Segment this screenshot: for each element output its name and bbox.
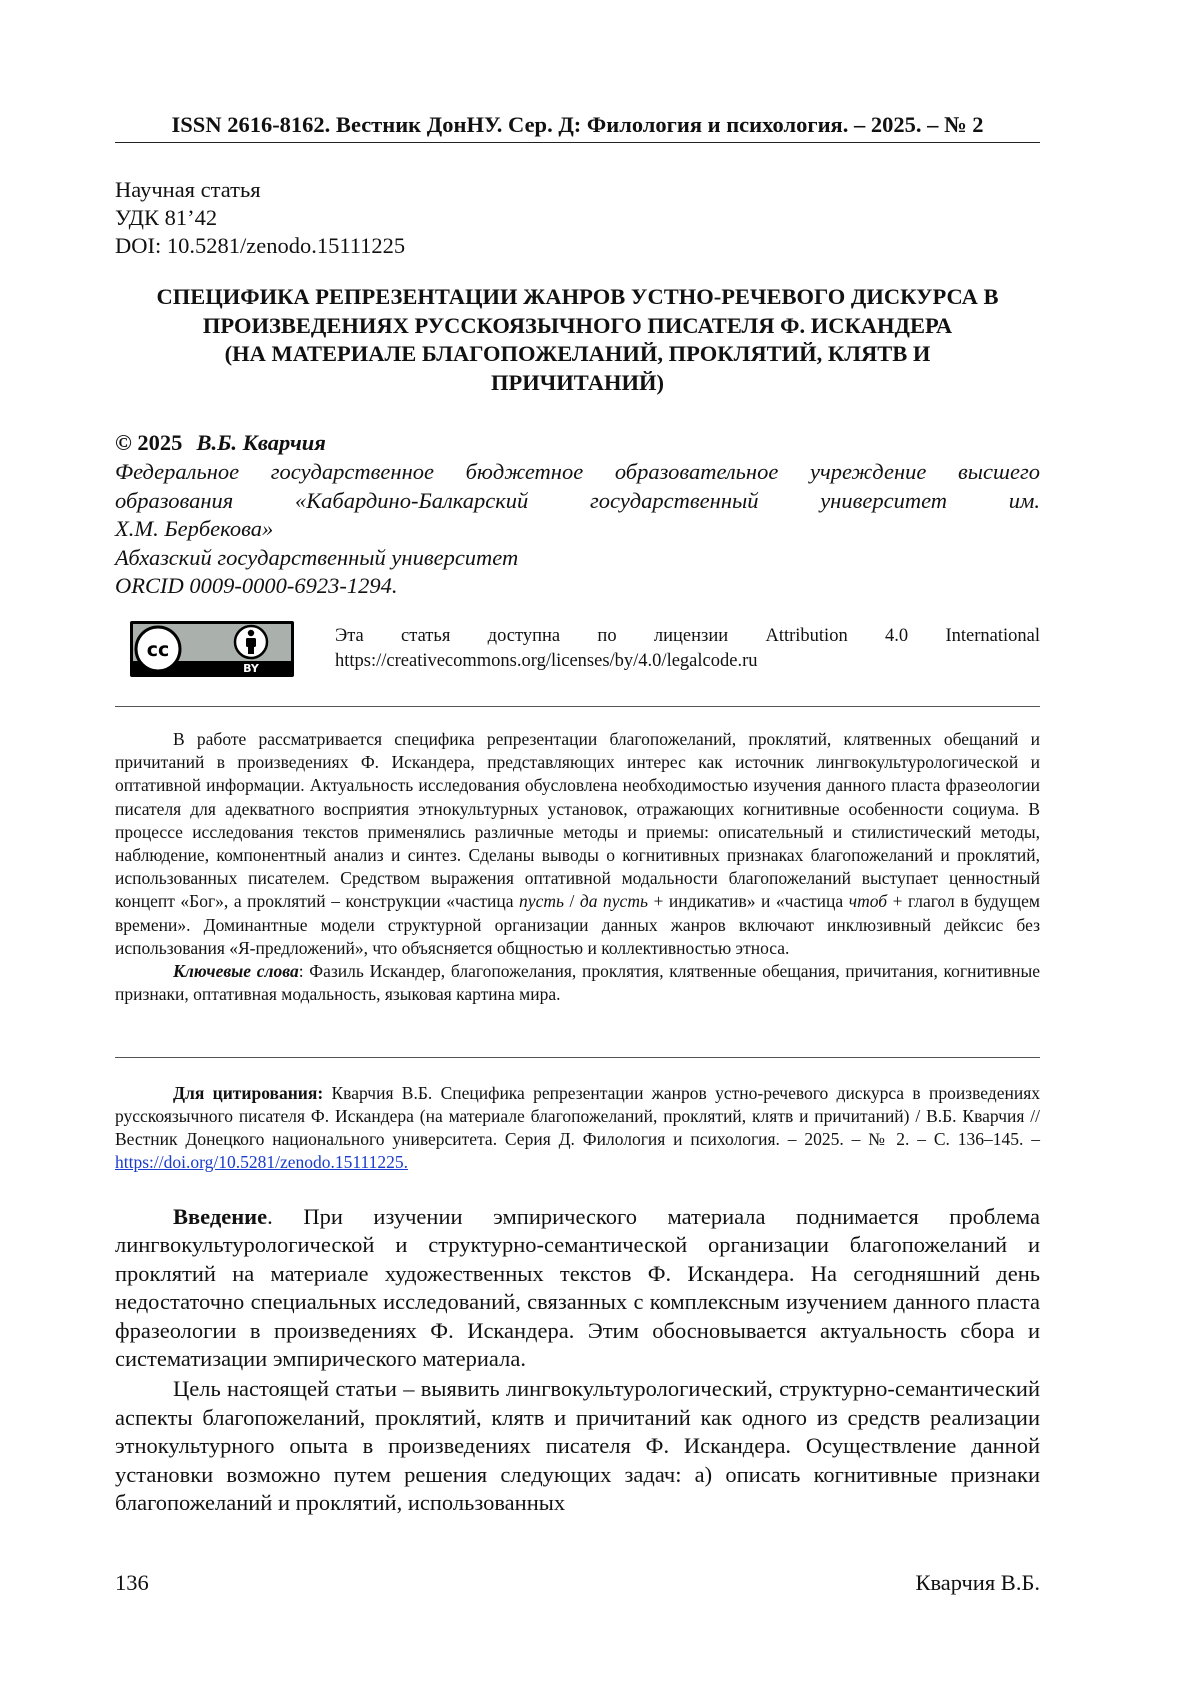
title-line: СПЕЦИФИКА РЕПРЕЗЕНТАЦИИ ЖАНРОВ УСТНО-РЕЧЕВОГО ДИСКУРСА В: [156, 284, 999, 309]
running-footer-author: Кварчия В.Б.: [915, 1570, 1040, 1595]
license-line: Эта статья доступна по лицензии Attribution 4.0 International: [335, 626, 1040, 646]
license-url[interactable]: https://creativecommons.org/licenses/by/4.0/legalcode.ru: [335, 651, 758, 671]
author-line: [115, 430, 326, 456]
intro-heading: Введение: [173, 1204, 268, 1229]
license-text: [335, 624, 1040, 674]
author-name: В.Б. Кварчия: [196, 430, 326, 455]
citation-text: Кварчия В.Б. Специфика репрезентации жанров устно-речевого дискурса в произведениях русскоязычного писателя Ф. Искандера (на материале благопожеланий, проклятий, клятв и причитаний) / В.Б. Кварчия // Вестник Донецкого национального университета. Серия Д. Филология и психология. – 2025. – № 2. – С. 136–145. –: [115, 1083, 1040, 1149]
page-number: 136: [115, 1570, 149, 1595]
keywords-label: Ключевые слова: [173, 961, 299, 982]
author-affiliation: [115, 458, 1040, 601]
citation-doi-link[interactable]: https://doi.org/10.5281/zenodo.15111225.: [115, 1152, 408, 1172]
copyright: © 2025: [115, 430, 183, 455]
udc-code: УДК 81’42: [115, 205, 218, 230]
citation-block: [115, 1082, 1040, 1174]
by-label: BY: [243, 662, 259, 675]
orcid: ORCID 0009-0000-6923-1294.: [115, 573, 398, 598]
citation-label: Для цитирования:: [173, 1083, 324, 1103]
goal-paragraph: Цель настоящей статьи – выявить лингвокультурологический, структурно-семантический аспекты благопожеланий, проклятий, клятв и причитаний как одного из средств реализации этнокультурного опыта в произведениях писателя Ф. Искандера. Осуществление данной установки возможно путем решения следующих задач: а) описать когнитивные признаки благопожеланий и проклятий, использованных: [115, 1376, 1040, 1516]
intro-paragraph: Введение. При изучении эмпирического материала поднимается проблема лингвокультурологической и структурно-семантической организации благопожеланий и проклятий на материале художественных текстов Ф. Искандера. На сегодняшний день недостаточно специальных исследований, связанных с комплексным изучением данного пласта фразеологии в произведениях Ф. Искандера. Этим обосновывается актуальность сбора и систематизации эмпирического материала.: [115, 1204, 1040, 1372]
article-meta: [115, 176, 405, 260]
abstract-text: В работе рассматривается специфика репрезентации благопожеланий, проклятий, клятвенных обещаний и причитаний в произведениях Ф. Искандера, представляющих интерес как источник лингвокультурологической и оптативной информации. Актуальность исследования обусловлена необходимостью изучения данного пласта фразеологии писателя для адекватного восприятия этнокультурных установок, отражающих когнитивные особенности социума. В процессе исследования текстов применялись различные методы и приемы: описательный и стилистический методы, наблюдение, компонентный анализ и синтез. Сделаны выводы о когнитивных признаках благопожеланий и проклятий, использованных писателем. Средством выражения оптативной модальности благопожеланий выступает ценностный концепт «Бог», а проклятий – конструкции «частица пусть / да пусть + индикатив» и «частица чтоб + глагол в будущем времени». Доминантные модели структурной организации данных жанров включают инклюзивный дейксис без использования «Я-предложений», что объясняется общностью и коллективностью этноса.: [115, 729, 1040, 958]
article-title: [115, 283, 1040, 397]
divider-top: [115, 706, 1040, 707]
cc-logo-text: cc: [146, 639, 170, 661]
title-line: ПРИЧИТАНИЙ): [491, 369, 664, 395]
doi: DOI: 10.5281/zenodo.15111225: [115, 233, 406, 258]
title-line: (НА МАТЕРИАЛЕ БЛАГОПОЖЕЛАНИЙ, ПРОКЛЯТИЙ, КЛЯТВ И: [224, 341, 931, 366]
cc-by-license-badge[interactable]: [130, 621, 294, 677]
title-line: ПРОИЗВЕДЕНИЯХ РУССКОЯЗЫЧНОГО ПИСАТЕЛЯ Ф. ИСКАНДЕРА: [202, 312, 953, 338]
journal-header: ISSN 2616-8162. Вестник ДонНУ. Сер. Д: Филология и психология. – 2025. – № 2: [115, 112, 1040, 143]
divider-bottom: [115, 1057, 1040, 1058]
affiliation-line: Х.М. Бербекова»: [115, 516, 274, 541]
article-type: Научная статья: [115, 177, 261, 202]
affiliation-line: Федеральное государственное бюджетное образовательное учреждение высшего: [115, 459, 1040, 484]
affiliation-line: образования «Кабардино-Балкарский государственный университет им.: [115, 487, 1040, 513]
keywords: Ключевые слова: Фазиль Искандер, благопожелания, проклятия, клятвенные обещания, причитания, когнитивные признаки, оптативная модальность, языковая картина мира.: [115, 961, 1040, 1005]
affiliation-line: Абхазский государственный университет: [115, 544, 519, 570]
body-text: [115, 1203, 1040, 1519]
abstract: [115, 728, 1040, 1006]
